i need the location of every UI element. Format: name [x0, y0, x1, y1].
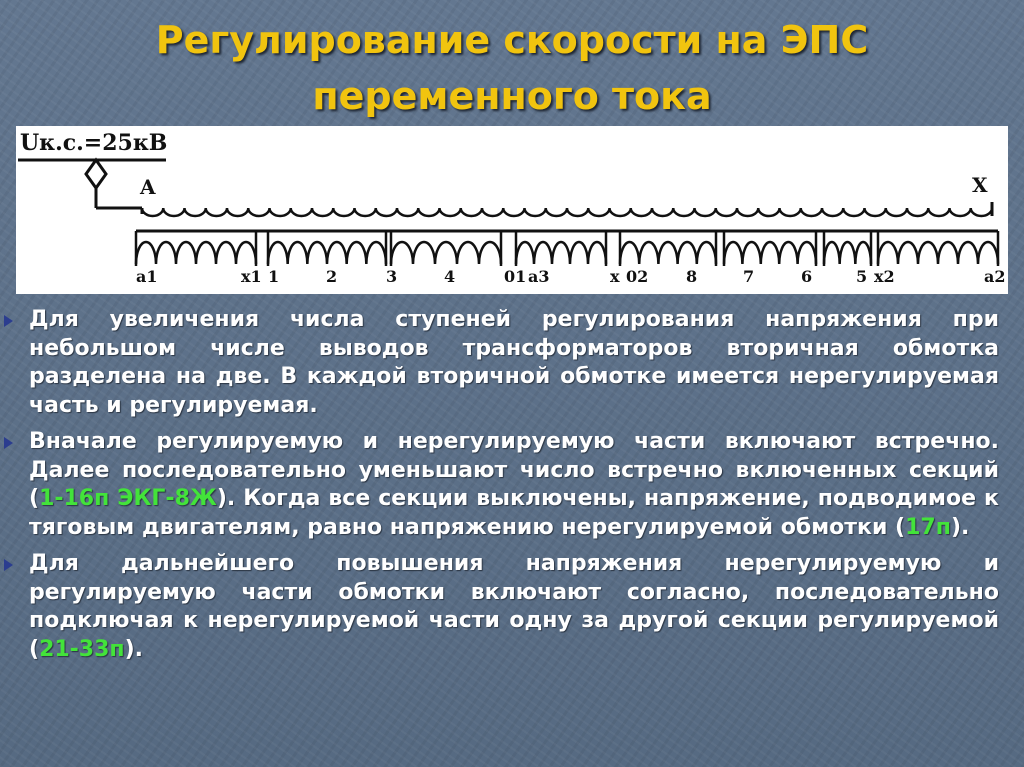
- highlight-positions-21-33: 21-33п: [39, 636, 125, 662]
- winding-tap-label: x: [610, 267, 620, 286]
- coil-winding: [268, 242, 386, 264]
- coil-winding: [516, 242, 606, 264]
- highlight-position-17: 17п: [905, 514, 951, 540]
- title-line-2: переменного тока: [312, 74, 712, 118]
- transformer-winding-schematic: [16, 126, 1008, 294]
- paragraph-2-text-a: Вначале регулируемую и нерегулируемую части включают встречно. Далее последовательно уменьшают число встречно включенных секций (: [29, 429, 999, 511]
- bullet-icon: [4, 559, 13, 571]
- paragraph-2-text-c: ).: [950, 514, 970, 540]
- paragraph-3-text-a: Для дальнейшего повышения напряжения нерегулируемую и регулируемую части обмотки включают согласно, последовательно подключая к нерегулируемой части одну за другой секции регулируемой (: [29, 551, 999, 662]
- highlight-sections: 1-16п ЭКГ-8Ж: [39, 486, 217, 511]
- winding-tap-label: 4: [444, 267, 456, 286]
- bullet-icon: [4, 437, 13, 449]
- winding-tap-label: a2: [984, 267, 1006, 286]
- body-text: [24, 306, 999, 672]
- winding-tap-label: 2: [326, 267, 338, 286]
- coil-winding: [391, 242, 501, 264]
- paragraph-2-text-b: ). Когда все секции выключены, напряжение, подводимое к тяговым двигателям, равно напряжению нерегулируемой обмотки (: [29, 486, 999, 540]
- primary-start-label: A: [140, 175, 156, 199]
- title-line-1: Регулирование скорости на ЭПС: [155, 18, 869, 62]
- primary-end-label: X: [972, 173, 988, 197]
- paragraph-2: [24, 428, 999, 542]
- winding-tap-label: 1: [268, 267, 280, 286]
- paragraph-1: [24, 306, 999, 420]
- winding-tap-label: a3: [528, 267, 550, 286]
- coil-winding: [620, 242, 716, 264]
- winding-tap-label: 3: [386, 267, 398, 286]
- winding-tap-label: x2: [874, 267, 895, 286]
- paragraph-1-text: Для увеличения числа ступеней регулирования напряжения при небольшом числе выводов трансформаторов вторичная обмотка разделена на две. В каждой вторичной обмотке имеется нерегулируемая часть и регулируемая.: [29, 307, 999, 418]
- winding-tap-label: 02: [626, 267, 649, 286]
- coil-winding: [878, 242, 998, 264]
- winding-tap-label: x1: [241, 267, 262, 286]
- winding-tap-label: a1: [136, 267, 158, 286]
- coil-winding: [824, 242, 871, 264]
- slide-title: [0, 12, 1024, 124]
- supply-voltage-label: Uк.с.=25кВ: [20, 130, 168, 156]
- transformer-diagram: [16, 126, 1008, 294]
- coil-winding: [724, 242, 816, 264]
- coil-winding: [136, 242, 256, 264]
- coil-winding: [142, 208, 992, 216]
- paragraph-3: [24, 550, 999, 664]
- paragraph-3-text-b: ).: [124, 636, 144, 662]
- winding-tap-label: 5: [856, 267, 868, 286]
- winding-tap-label: 8: [686, 267, 698, 286]
- bullet-icon: [4, 315, 13, 327]
- winding-tap-label: 6: [801, 267, 813, 286]
- winding-tap-label: 01: [504, 267, 527, 286]
- winding-tap-label: 7: [743, 267, 755, 286]
